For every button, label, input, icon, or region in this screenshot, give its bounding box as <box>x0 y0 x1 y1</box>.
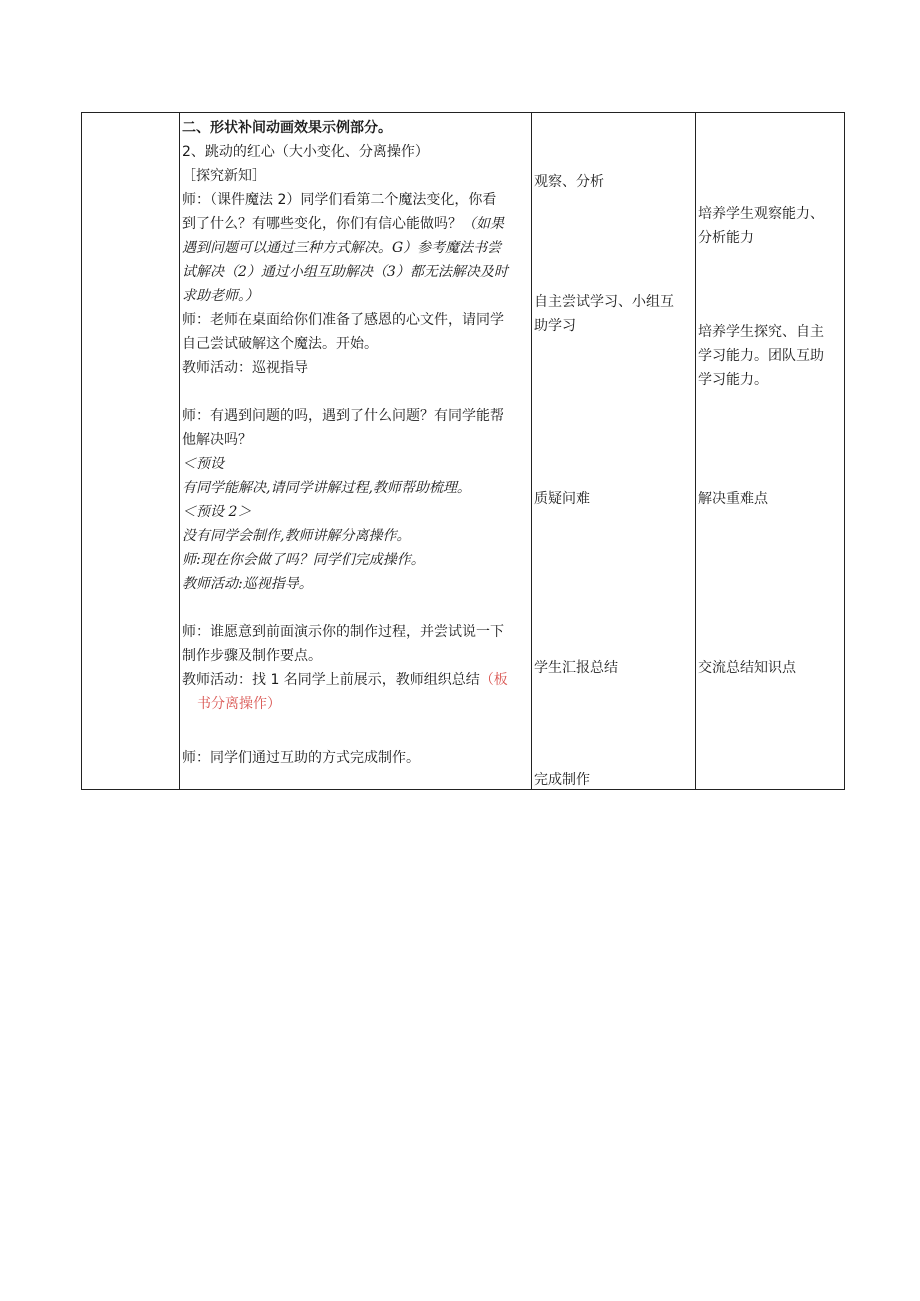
paragraph-line: 他解决吗？ <box>182 432 252 448</box>
student-activity: 助学习 <box>534 318 576 334</box>
design-intent: 培养学生观察能力、 <box>698 206 824 222</box>
preset-text: 没有同学会制作,教师讲解分离操作。 <box>182 528 411 544</box>
paragraph-line: 师：老师在桌面给你们准备了感恩的心文件，请同学 <box>182 312 504 328</box>
lesson-plan-table <box>81 112 845 790</box>
board-note-line: 书分离操作） <box>197 696 281 712</box>
design-intent: 交流总结知识点 <box>698 660 796 676</box>
design-intent: 培养学生探究、自主 <box>698 324 824 340</box>
student-activity: 自主尝试学习、小组互 <box>534 294 674 310</box>
student-activity: 观察、分析 <box>534 174 604 190</box>
paragraph-line: 师：（课件魔法 2）同学们看第二个魔法变化，你看 <box>182 192 497 208</box>
student-activity-cell <box>534 113 695 789</box>
paragraph-note-line: 求助老师。） <box>182 288 259 304</box>
board-note: （板 <box>479 672 508 688</box>
paragraph-line: 自己尝试破解这个魔法。开始。 <box>182 336 378 352</box>
paragraph-line: 师：同学们通过互助的方式完成制作。 <box>182 750 420 766</box>
subsection-heading: 2、跳动的红心（大小变化、分离操作） <box>182 144 429 160</box>
paragraph-line <box>182 671 508 689</box>
paragraph-line: 制作步骤及制作要点。 <box>182 648 322 664</box>
student-activity: 质疑问难 <box>534 491 590 507</box>
paragraph-line: 教师活动：巡视指导 <box>182 360 308 376</box>
student-activity: 完成制作 <box>534 772 590 788</box>
design-intent: 分析能力 <box>698 230 754 246</box>
paragraph-note-line: 试解决（2）通过小组互助解决（3）都无法解决及时 <box>182 264 508 280</box>
preset-text: 师:现在你会做了吗？同学们完成操作。 <box>182 552 425 568</box>
paragraph-text: 教师活动：找 1 名同学上前展示，教师组织总结 <box>182 672 480 688</box>
design-intent: 学习能力。 <box>698 372 768 388</box>
column-divider-3 <box>695 113 696 789</box>
preset-text: 教师活动:巡视指导。 <box>182 576 313 592</box>
paragraph-line: 师：谁愿意到前面演示你的制作过程，并尝试说一下 <box>182 624 504 640</box>
design-intent-cell <box>698 113 844 789</box>
student-activity: 学生汇报总结 <box>534 660 618 676</box>
paragraph-line <box>182 215 504 233</box>
teacher-activity-cell <box>182 113 531 789</box>
section-heading: 二、形状补间动画效果示例部分。 <box>182 120 392 136</box>
design-intent: 解决重难点 <box>698 491 768 507</box>
column-divider-2 <box>531 113 532 789</box>
preset-label: ＜预设 <box>182 456 224 472</box>
section-label: ［探究新知］ <box>182 168 266 184</box>
paragraph-text: 到了什么？有哪些变化，你们有信心能做吗？ <box>182 216 462 232</box>
preset-label: ＜预设 2＞ <box>182 504 252 520</box>
paragraph-note: （如果 <box>462 216 504 232</box>
blank-column-cell <box>82 113 179 789</box>
design-intent: 学习能力。团队互助 <box>698 348 824 364</box>
paragraph-note-line: 遇到问题可以通过三种方式解决。G）参考魔法书尝 <box>182 240 502 256</box>
column-divider-1 <box>179 113 180 789</box>
paragraph-line: 师：有遇到问题的吗，遇到了什么问题？有同学能帮 <box>182 408 504 424</box>
preset-text: 有同学能解决,请同学讲解过程,教师帮助梳理。 <box>182 480 471 496</box>
